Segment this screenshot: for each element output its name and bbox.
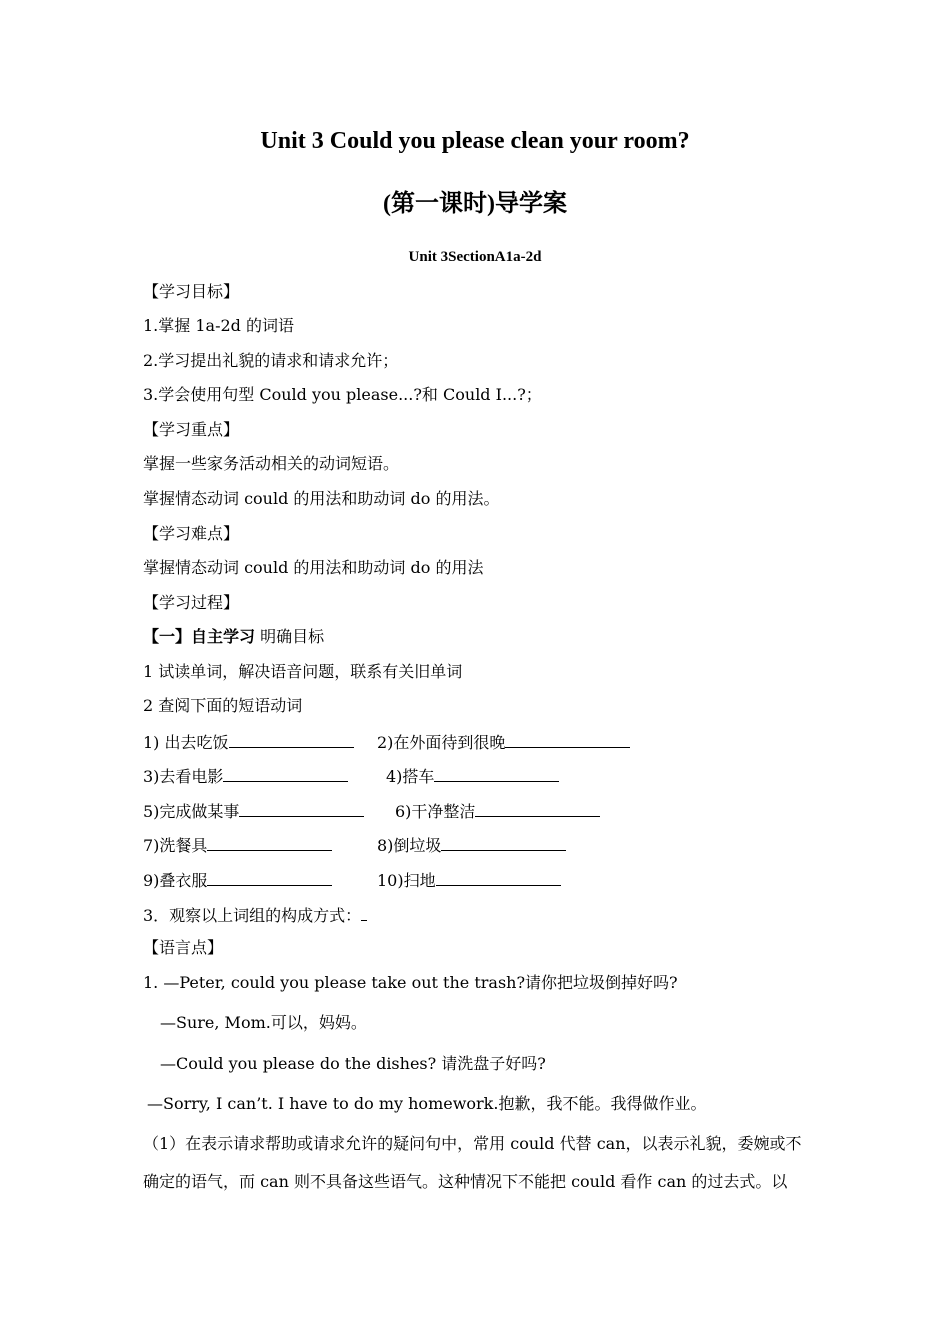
dialog-line: 1. —Peter, could you please take out the trash?请你把垃圾倒掉好吗? [143,973,678,992]
answer-blank[interactable] [441,834,566,851]
self-study-heading [143,627,324,647]
phrase-label: 3)去看电影 [143,767,224,786]
phrase-item [386,765,559,787]
step-3-label: 3．观察以上词组的构成方式： [143,906,362,925]
objective-item: 1.掌握 1a-2d 的词语 [143,316,294,335]
step-3 [143,904,367,926]
phrase-item [143,765,348,787]
answer-blank[interactable] [361,904,367,921]
answer-blank[interactable] [207,834,332,851]
answer-blank[interactable] [239,800,364,817]
objective-item: 3.学会使用句型 Could you please...?和 Could I...?； [143,385,542,404]
phrase-label: 4)搭车 [386,767,435,786]
page-title: Unit 3 Could you please clean your room? [260,128,690,154]
key-points-heading: 【学习重点】 [143,420,240,439]
answer-blank[interactable] [207,869,332,886]
phrase-label: 9)叠衣服 [143,871,208,890]
answer-blank[interactable] [505,731,630,748]
difficulties-heading: 【学习难点】 [143,524,240,543]
process-heading: 【学习过程】 [143,593,240,612]
phrase-item [143,869,332,891]
explanation-paragraph: （1）在表示请求帮助或请求允许的疑问句中，常用 could 代替 can，以表示礼貌，委婉或不确定的语气，而 can 则不具备这些语气。这种情况下不能把 could 看作 can 的过去式。以 [143,1134,802,1191]
page-subtitle: (第一课时)导学案 [383,191,567,217]
step-1: 1 试读单词，解决语音问题，联系有关旧单词 [143,662,463,681]
dialog-line: —Sure, Mom.可以，妈妈。 [160,1013,367,1032]
phrase-label: 5)完成做某事 [143,802,240,821]
phrase-label: 7)洗餐具 [143,836,208,855]
self-study-goal: 明确目标 [255,627,325,646]
phrase-item [143,834,332,856]
key-point-item: 掌握一些家务活动相关的动词短语。 [143,454,400,473]
answer-blank[interactable] [229,731,354,748]
section-label: Unit 3SectionA1a-2d [408,249,542,265]
objective-item: 2.学习提出礼貌的请求和请求允许； [143,351,399,370]
difficulty-item: 掌握情态动词 could 的用法和助动词 do 的用法 [143,558,484,577]
phrase-item [377,869,561,891]
phrase-item [377,834,566,856]
language-points-heading: 【语言点】 [143,938,224,957]
step-2: 2 查阅下面的短语动词 [143,696,303,715]
answer-blank[interactable] [223,765,348,782]
phrase-item [377,731,630,753]
phrase-label: 6)干净整洁 [395,802,476,821]
self-study-label: 【一】自主学习 [143,627,256,646]
phrase-label: 1) 出去吃饭 [143,733,229,752]
phrase-label: 2)在外面待到很晚 [377,733,506,752]
answer-blank[interactable] [434,765,559,782]
phrase-item [143,731,354,753]
phrase-label: 8)倒垃圾 [377,836,442,855]
dialog-line: —Sorry, I can’t. I have to do my homework.抱歉，我不能。我得做作业。 [147,1094,707,1113]
dialog-line: —Could you please do the dishes? 请洗盘子好吗? [160,1054,546,1073]
answer-blank[interactable] [475,800,600,817]
phrase-item [143,800,364,822]
objectives-heading: 【学习目标】 [143,282,240,301]
phrase-item [395,800,600,822]
phrase-label: 10)扫地 [377,871,436,890]
key-point-item: 掌握情态动词 could 的用法和助动词 do 的用法。 [143,489,500,508]
answer-blank[interactable] [436,869,561,886]
